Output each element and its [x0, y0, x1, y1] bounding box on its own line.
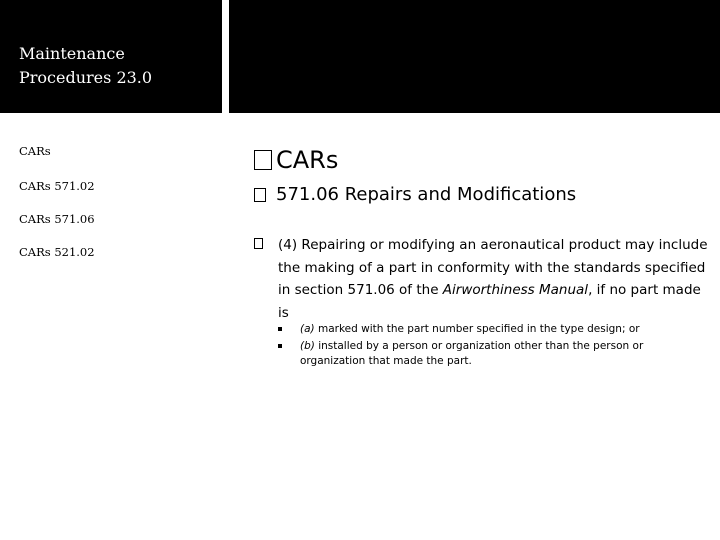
paragraph-text-italic: Airworthiness Manual [442, 282, 589, 298]
deck-title-line2: Procedures 23.0 [19, 68, 153, 87]
sub-item-list [278, 322, 708, 371]
nav-item-cars-571-06[interactable]: CARs 571.06 [19, 212, 95, 226]
square-bullet-icon [278, 327, 282, 331]
list-item-marker: (a) [300, 323, 315, 335]
subheading [254, 184, 576, 205]
list-item [278, 322, 708, 337]
square-bullet-icon [278, 344, 282, 348]
deck-title [19, 42, 209, 90]
nav-item-cars[interactable]: CARs [19, 144, 51, 158]
bullet-box-icon [254, 150, 272, 170]
paragraph-text [278, 234, 708, 324]
list-item-marker: (b) [300, 340, 315, 352]
list-item [278, 339, 708, 369]
list-item-text: installed by a person or organization other than the person or organization that made the part. [300, 340, 644, 367]
bullet-box-icon [254, 188, 266, 202]
deck-title-line1: Maintenance [19, 44, 125, 63]
paragraph-text-before: (4) Repairing or modifying an aeronautical product may include the making of a part in conformity with the standards specified in section 571.06 of the [278, 237, 708, 298]
bullet-box-icon [254, 238, 263, 249]
header-right-panel [229, 0, 720, 113]
subheading-text: 571.06 Repairs and Modifications [276, 184, 577, 205]
nav-item-cars-571-02[interactable]: CARs 571.02 [19, 179, 95, 193]
slide-heading [254, 146, 338, 174]
header-left-panel [0, 0, 222, 113]
paragraph-text-after: , if no part made is [278, 282, 701, 321]
slide-heading-text: CARs [276, 146, 339, 174]
list-item-text: marked with the part number specified in the type design; or [314, 323, 640, 335]
nav-item-cars-521-02[interactable]: CARs 521.02 [19, 245, 95, 259]
